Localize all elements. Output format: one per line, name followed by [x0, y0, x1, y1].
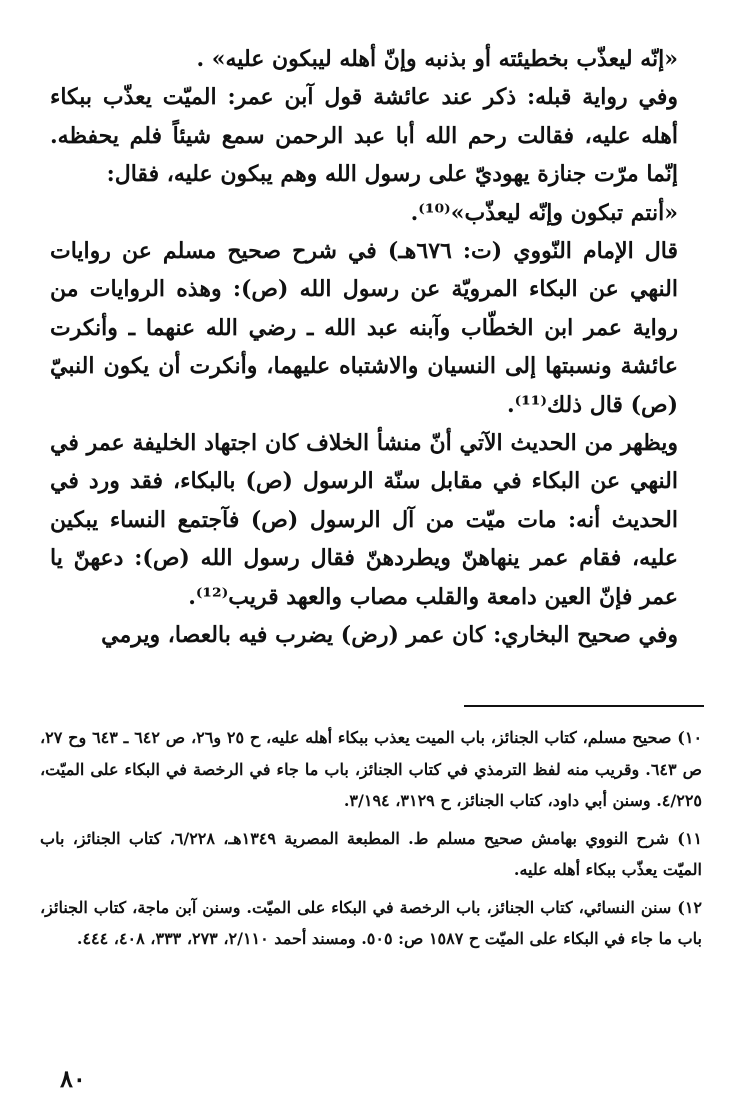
main-text [50, 40, 700, 655]
footnotes [40, 722, 702, 961]
footnote-12: ١٢) سنن النسائي، كتاب الجنائز، باب الرخصة في البكاء على الميّت. وسنن آبن ماجة، كتاب الجنائز، باب ما جاء في البكاء على الميّت ح ١٥٨٧ ص: ٥٠٥. ومسند أحمد ٢/١١٠، ٢٧٣، ٣٣٣، ٤٠٨، ٤٤٤. [40, 897, 702, 948]
paragraph-6: وفي صحيح البخاري: كان عمر (رض) يضرب فيه بالعصا، ويرمي [101, 622, 678, 649]
paragraph-5: ويظهر من الحديث الآتي أنّ منشأ الخلاف كان اجتهاد الخليفة عمر في النهي عن البكاء في مقابل سنّة الرسول (ص) بالبكاء، فقد ورد في الحديث أنه: مات ميّت من آل الرسول (ص) فآجتمع النساء يبكين عليه، فقام عمر ينهاهنّ ويطردهنّ فقال رسول الله (ص): دعهنّ يا عمر فإنّ العين دامعة والقلب مصاب والعهد قريب⁽¹²⁾. [50, 430, 678, 610]
page-number: ٨٠ [60, 1064, 86, 1093]
paragraph-1: «إنّه ليعذّب بخطيئته أو بذنبه وإنّ أهله ليبكون عليه» . [196, 46, 678, 72]
footnote-11: ١١) شرح النووي بهامش صحيح مسلم ط. المطبعة المصرية ١٣٤٩هـ، ٦/٢٢٨، كتاب الجنائز، باب الميّت يعذّب ببكاء أهله عليه. [40, 828, 702, 879]
footnote-10: ١٠) صحيح مسلم، كتاب الجنائز، باب الميت يعذب ببكاء أهله عليه، ح ٢٥ و٢٦، ص ٦٤٢ ـ ٦٤٣ وح ٢٧، ص ٦٤٣. وقريب منه لفظ الترمذي في كتاب الجنائز، باب ما جاء في الرخصة في البكاء على الميّت، ٤/٢٢٥. وسنن أبي داود، كتاب الجنائز، ح ٣١٢٩، ٣/١٩٤. [40, 728, 703, 810]
paragraph-4: قال الإمام النّووي (ت: ٦٧٦هـ) في شرح صحيح مسلم عن روايات النهي عن البكاء المرويّة عن رسول الله (ص): وهذه الروايات من رواية عمر ابن الخطّاب وآبنه عبد الله ـ رضي الله عنهما ـ وأنكرت عائشة ونسبتها إلى النسيان والاشتباه عليهما، وأنكرت أن يكون النبيّ (ص) قال ذلك⁽¹¹⁾. [50, 238, 679, 418]
paragraph-3: «أنتم تبكون وإنّه ليعذّب»⁽¹⁰⁾. [410, 199, 678, 226]
footnote-divider [464, 705, 704, 707]
paragraph-2: وفي رواية قبله: ذكر عند عائشة قول آبن عمر: الميّت يعذّب ببكاء أهله عليه، فقالت رحم الله أبا عبد الرحمن سمع شيئاً فلم يحفظه. إنّما مرّت جنازة يهوديّ على رسول الله وهم يبكون عليه، فقال: [50, 84, 678, 188]
